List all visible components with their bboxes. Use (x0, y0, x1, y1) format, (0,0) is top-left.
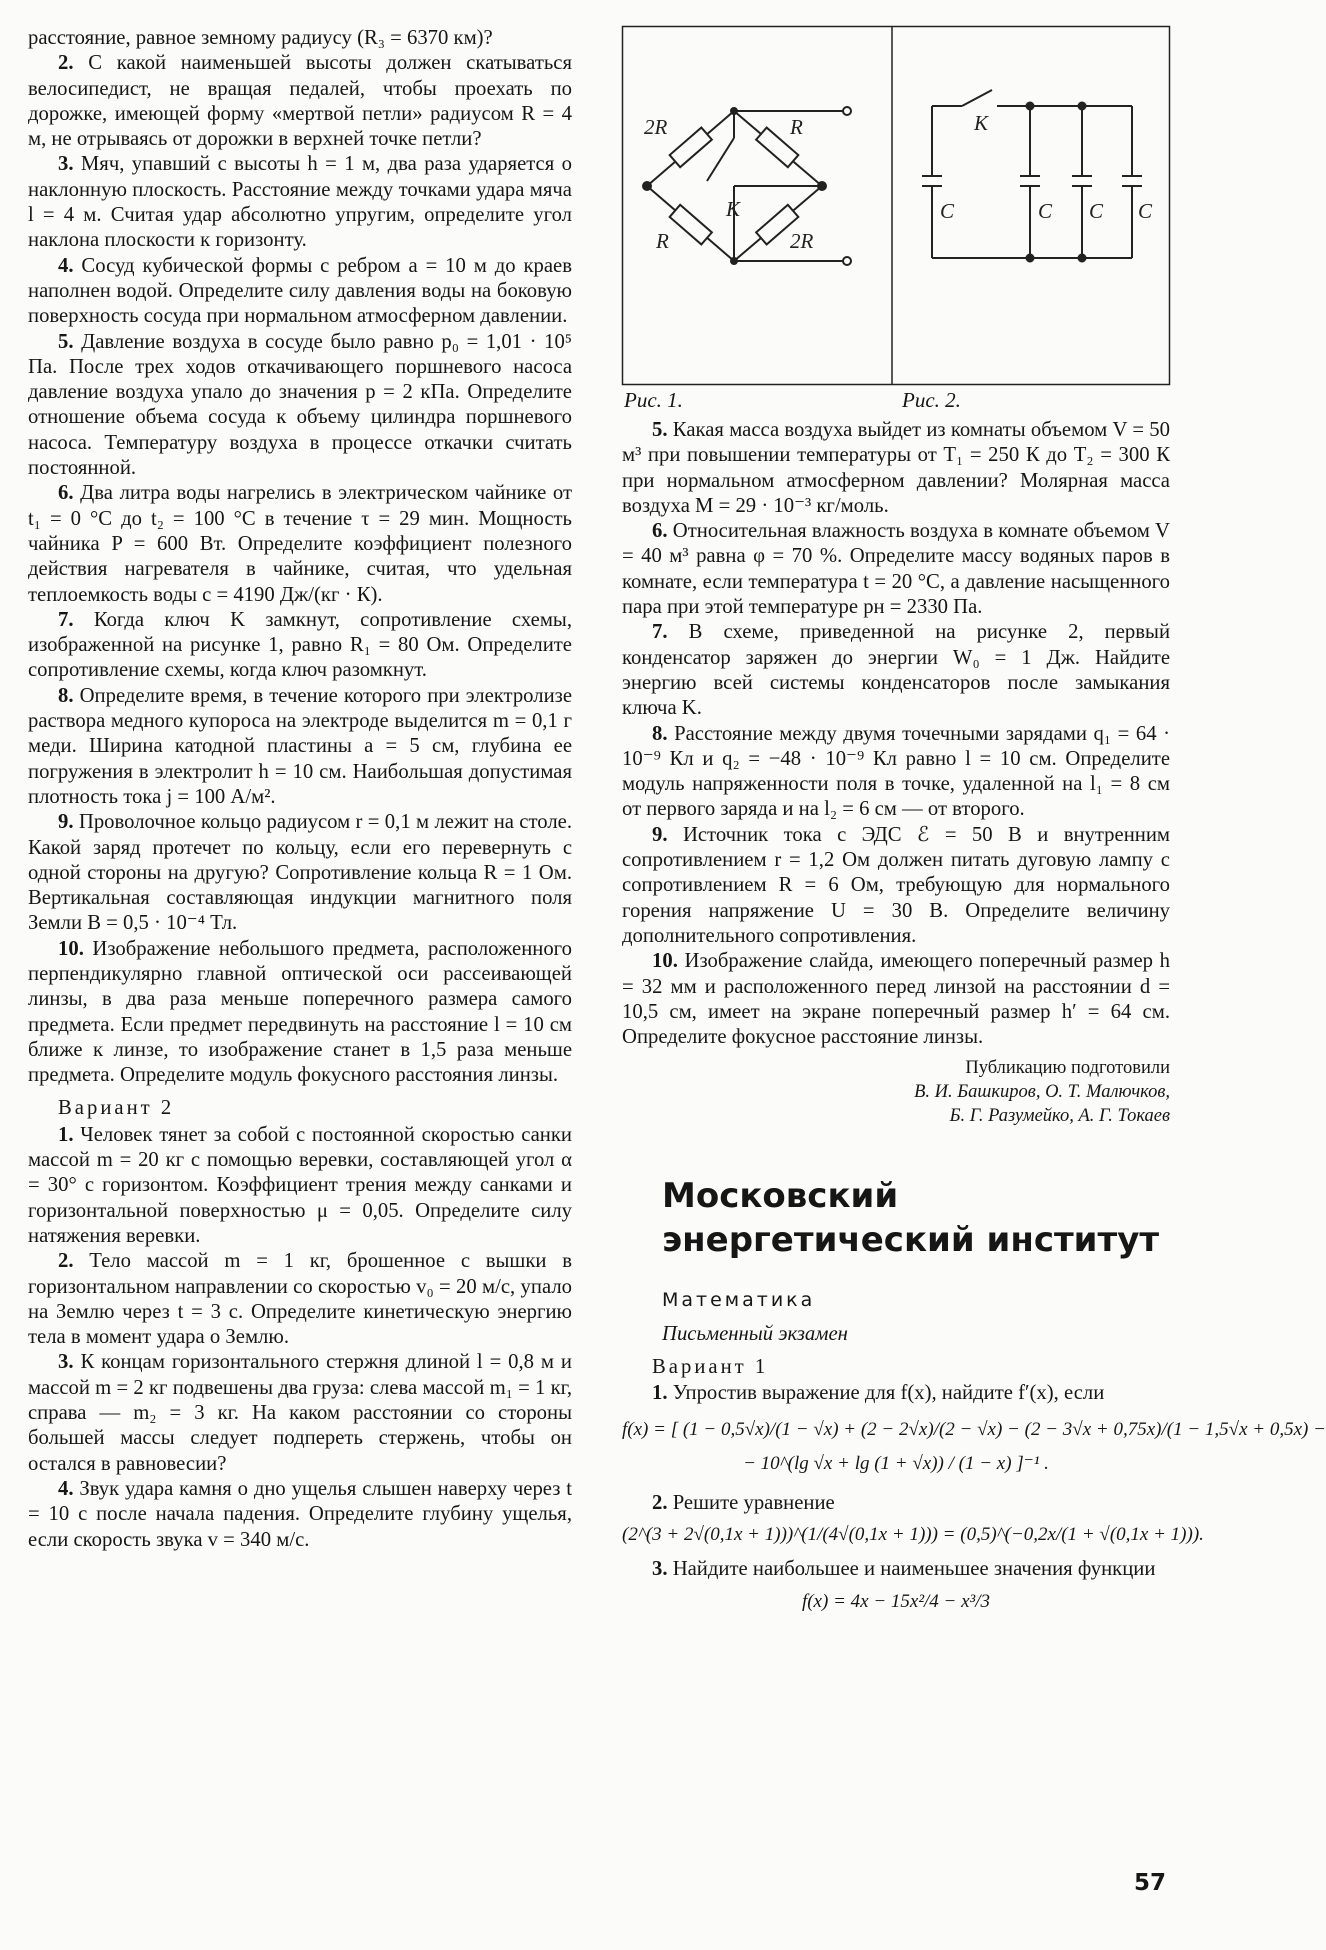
label-r-bottom: R (656, 229, 669, 253)
problem-text: Два литра воды нагрелись в электрическом чайнике от t₁ = 0 °С до t₂ = 100 °С в течение τ = 29 мин. Мощность чайника P = 600 Вт. Определите коэффициент полезного действия нагревателя в чайнике, считая, что удельная теплоемкость воды c = 4190 Дж/(кг · К). (28, 482, 573, 606)
problem-text: Сосуд кубической формы с ребром a = 10 м до краев наполнен водой. Определите силу давления воды на боковую поверхность сосуда при нормальном атмосферном давлении. (28, 254, 573, 328)
problem-text: Человек тянет за собой с постоянной скоростью санки массой m = 20 кг с помощью веревки, составляющей угол α = 30° с горизонтом. Коэффициент трения между санками и горизонтальной поверхностью μ = 0,05. Определите силу натяжения веревки. (28, 1123, 573, 1247)
problem (28, 330, 572, 482)
label-c1: C (940, 199, 955, 223)
problem-text: Тело массой m = 1 кг, брошенное с вышки в горизонтальном направлении со скоростью v₀ = 20 м/с, упало на Землю через t = 3 с. Определите кинетическую энергию тела в момент удара о Землю. (28, 1250, 573, 1349)
label-2r-bottom: 2R (790, 229, 814, 253)
problem-number: 10. (652, 950, 678, 973)
formula: f(x) = 4x − 15x²/4 − x³/3 (801, 1590, 991, 1612)
problem-text: Мяч, упавший с высоты h = 1 м, два раза ударяется о наклонную плоскость. Расстояние между точками удара мяча l = 4 м. Считая удар абсолютно упругим, определите угол наклона плоскости к горизонту. (28, 153, 572, 252)
problem (622, 722, 1170, 823)
problem-number: 1. (58, 1123, 74, 1146)
problem (28, 1477, 572, 1553)
institute-title (662, 1174, 1170, 1262)
problem-number: 2. (58, 1250, 74, 1273)
institute-line: Московский (662, 1176, 899, 1217)
figure1-caption: Рис. 1. (624, 388, 683, 412)
problem-number: 2. (58, 52, 74, 75)
problem (28, 51, 572, 152)
problem-number: 7. (652, 621, 668, 644)
problem-number: 10. (58, 937, 84, 960)
problem-number: 6. (652, 520, 668, 543)
formula-line: − 10^(lg √x + lg (1 + √x)) / (1 − x) ]⁻¹ . (743, 1452, 1049, 1474)
bridge-circuit-diagram (643, 107, 851, 265)
problem-number: 5. (652, 419, 668, 441)
problem-number: 3. (58, 1351, 74, 1374)
subject-heading: Математика (662, 1289, 816, 1312)
problem-number: 8. (58, 684, 74, 707)
problem-text: Источник тока с ЭДС ℰ = 50 В и внутренним сопротивлением r = 1,2 Ом должен питать дуговую лампу с сопротивлением R = 6 Ом, требующую для нормального горения напряжение U = 30 В. Определите величину дополнительного сопротивления. (622, 823, 1171, 947)
problem-text: Какая масса воздуха выйдет из комнаты объемом V = 50 м³ при повышении температуры от T₁ = 250 К до T₂ = 300 К при нормальном атмосферном давлении? Молярная масса воздуха M = 29 · 10⁻³ кг/моль. (622, 419, 1170, 517)
problem (28, 1123, 572, 1249)
problem-text: Относительная влажность воздуха в комнате объемом V = 40 м³ равна φ = 70 %. Определите массу водяных паров в комнате, если температура t = 20 °С, а давление насыщенного пара при этой температуре pн = 2330 Па. (622, 520, 1170, 619)
paragraph: расстояние, равное земному радиусу (R₃ = 6370 км)? (28, 27, 493, 49)
problem-number: 6. (58, 482, 74, 505)
label-c3: C (1089, 199, 1104, 223)
problem-number: 4. (58, 1477, 74, 1500)
problem (622, 823, 1170, 949)
variant-heading: Вариант 1 (652, 1356, 769, 1379)
problem-text: Изображение небольшого предмета, расположенного перпендикулярно главной оптической оси рассеивающей линзы, в два раза меньше поперечного размера самого предмета. Если предмет передвинуть на расстояние l = 10 см ближе к линзе, то изображение станет в 1,5 раза меньше предмета. Определите модуль фокусного расстояния линзы. (28, 937, 572, 1087)
problem (622, 620, 1170, 721)
label-2r-top: 2R (644, 115, 668, 139)
left-column (28, 26, 572, 1553)
math-problem: 2. Решите уравнение (652, 1491, 835, 1514)
label-c2: C (1038, 199, 1053, 223)
variant2-problems (28, 1123, 572, 1553)
label-key: K (974, 111, 989, 135)
problem-text: В схеме, приведенной на рисунке 2, первый конденсатор заряжен до энергии W₀ = 1 Дж. Найдите энергию всей системы конденсаторов после замыкания ключа K. (622, 621, 1171, 720)
problem (28, 152, 572, 253)
problem-number: 9. (652, 823, 668, 846)
capacitor-circuit-diagram (922, 90, 1142, 262)
label-r-top: R (790, 115, 803, 139)
problem-number: 5. (58, 330, 74, 353)
problem-text: Давление воздуха в сосуде было равно p₀ = 1,01 · 10⁵ Па. После трех ходов откачивающего поршневого насоса давление воздуха упало до значения p = 2 кПа. Определите отношение объема сосуда к объему цилиндра поршневого насоса. Температуру воздуха в процессе откачки считать постоянной. (28, 330, 572, 480)
figure2-caption: Рис. 2. (902, 388, 961, 412)
problem-text: Изображение слайда, имеющего поперечный размер h = 32 мм и расположенного перед линзой на расстоянии d = 10,5 см, имеет на экране поперечный размер h′ = 64 см. Определите фокусное расстояние линзы. (622, 950, 1171, 1049)
variant-heading: Вариант 2 (58, 1097, 175, 1120)
problem-text: С какой наименьшей высоты должен скатываться велосипедист, не вращая педалей, чтобы проехать по дорожке, имеющей форму «мертвой петли» радиусом R = 4 м, не отрываясь от дорожки в верхней точке петли? (28, 52, 573, 151)
problem (622, 519, 1170, 620)
problem (28, 937, 572, 1089)
problem (28, 1350, 572, 1476)
problem (28, 1249, 572, 1350)
problem (622, 418, 1170, 519)
math-problem: 1. Упростив выражение для f(x), найдите f′(x), если (652, 1382, 1105, 1405)
credit-intro: Публикацию подготовили (965, 1058, 1170, 1079)
institute-line: энергетический институт (662, 1220, 1160, 1261)
problem (28, 481, 572, 607)
formula: (2^(3 + 2√(0,1x + 1)))^(1/(4√(0,1x + 1))) = (0,5)^(−0,2x/(1 + √(0,1x + 1))). (622, 1523, 1204, 1545)
problem-number: 3. (58, 153, 74, 176)
problem-text: Когда ключ K замкнут, сопротивление схемы, изображенной на рисунке 1, равно R₁ = 80 Ом. Определите сопротивление схемы, когда ключ разомкнут. (28, 608, 573, 682)
exam-heading: Письменный экзамен (662, 1322, 848, 1345)
problem-number: 7. (58, 608, 74, 631)
label-c4: C (1138, 199, 1153, 223)
problem-number: 9. (58, 811, 74, 834)
figures-block (622, 26, 1170, 418)
variant2-problems-continued (622, 418, 1170, 1050)
problem-text: К концам горизонтального стержня длиной l = 0,8 м и массой m = 2 кг подвешены два груза: слева массой m₁ = 1 кг, справа — m₂ = 3 кг. На каком расстоянии со стороны большей массы следует подпереть стержень, чтобы он остался в равновесии? (28, 1351, 573, 1475)
problem-number: 4. (58, 254, 74, 277)
problem (28, 810, 572, 936)
problem-text: Расстояние между двумя точечными зарядами q₁ = 64 · 10⁻⁹ Кл и q₂ = −48 · 10⁻⁹ Кл равно l = 10 см. Определите модуль напряженности поля в точке, удаленной на l₁ = 8 см от первого заряда и на l₂ = 6 см — от второго. (622, 722, 1170, 821)
right-column (622, 26, 1326, 1624)
problem-number: 8. (652, 722, 668, 745)
credits (622, 1056, 1170, 1128)
formula-line: f(x) = [ (1 − 0,5√x)/(1 − √x) + (2 − 2√x)/(2 − √x) − (2 − 3√x + 0,75x)/(1 − 1,5√x + 0,5x) − (622, 1418, 1326, 1440)
credit-line: В. И. Башкиров, О. Т. Малючков, (914, 1082, 1170, 1103)
problem-text: Проволочное кольцо радиусом r = 0,1 м лежит на столе. Какой заряд протечет по кольцу, если его перевернуть с одной стороны на другую? Сопротивление кольца R = 1 Ом. Вертикальная составляющая индукции магнитного поля Земли B = 0,5 · 10⁻⁴ Тл. (28, 811, 573, 935)
problem-text: Определите время, в течение которого при электролизе раствора медного купороса на электроде выделится m = 0,1 г меди. Ширина катодной пластины a = 5 см, глубина ее погружения в электролит h = 10 см. Наибольшая допустимая плотность тока j = 100 А/м². (28, 684, 572, 808)
problem (28, 254, 572, 330)
page-number: 57 (1133, 1870, 1166, 1896)
variant1-problems (28, 51, 572, 1088)
formula (622, 1413, 1326, 1481)
label-k: K (726, 197, 741, 221)
credit-line: Б. Г. Разумейко, А. Г. Токаев (949, 1106, 1170, 1127)
math-problem: 3. Найдите наибольшее и наименьшее значения функции (652, 1558, 1156, 1581)
circuit-figures (622, 26, 1170, 384)
problem-text: Звук удара камня о дно ущелья слышен наверху через t = 10 с после начала падения. Определите глубину ущелья, если скорость звука v = 340 м/с. (28, 1477, 572, 1551)
problem (28, 608, 572, 684)
problem (622, 949, 1170, 1050)
problem (28, 684, 572, 810)
